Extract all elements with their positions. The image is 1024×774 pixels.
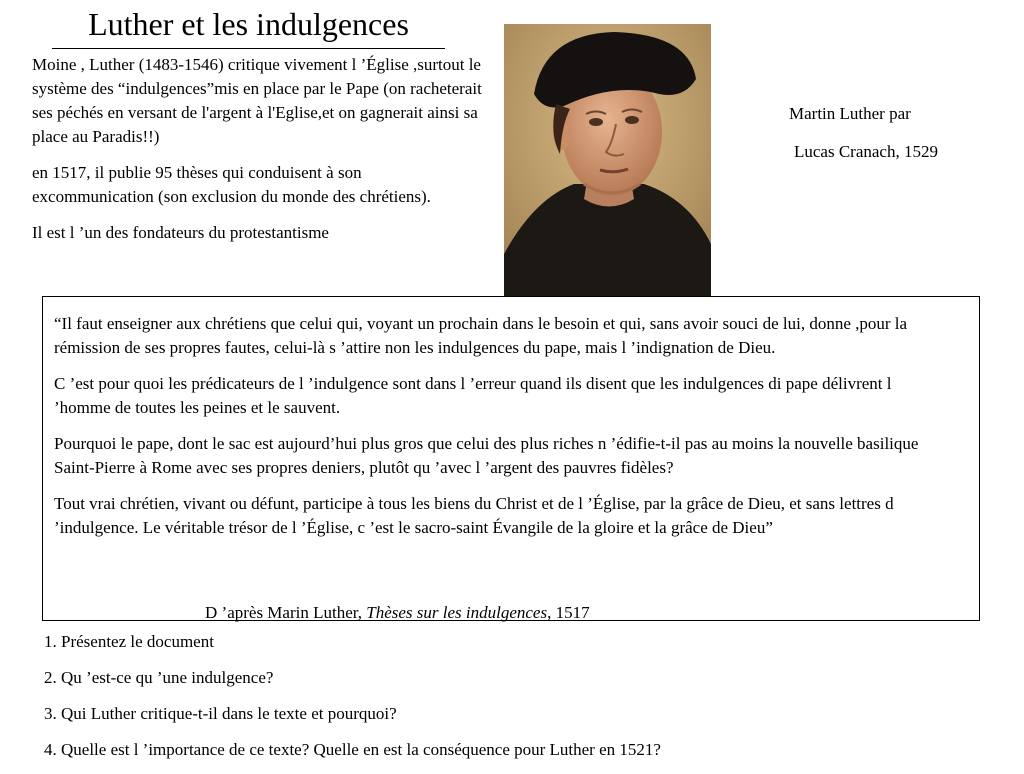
portrait-caption-line-2: Lucas Cranach, 1529 <box>794 142 938 161</box>
quote-box <box>42 296 980 621</box>
source-work-title: Thèses sur les indulgences <box>366 603 548 622</box>
questions-list <box>44 630 944 774</box>
quote-paragraph-2: C ’est pour quoi les prédicateurs de l ’indulgence sont dans l ’erreur quand ils disent que les indulgences di pape délivrent l ’homme de toutes les peines et le sauvent. <box>54 374 892 417</box>
portrait-caption-line-1: Martin Luther par <box>789 104 911 123</box>
question-item: 3. Qui Luther critique-t-il dans le texte et pourquoi? <box>44 704 397 723</box>
source-prefix: D ’après Marin Luther, <box>205 603 367 622</box>
source-suffix: , 1517 <box>547 603 590 622</box>
quote-paragraph-1: “Il faut enseigner aux chrétiens que celui qui, voyant un prochain dans le besoin et qui, sans avoir souci de lui, donne ,pour la rémission de ses propres fautes, celui-là s ’attire non les indulgences du pape, mais l ’indignation de Dieu. <box>54 314 908 357</box>
question-item: 2. Qu ’est-ce qu ’une indulgence? <box>44 668 274 687</box>
page-title: Luther et les indulgences <box>52 4 445 49</box>
intro-paragraph-1: Moine , Luther (1483-1546) critique vivement l ’Église ,surtout le système des “indulgences”mis en place par le Pape (on racheterait ses péchés en versant de l'argent à l'Eglise,et on gagnerait ainsi sa place au Paradis!!) <box>32 55 482 146</box>
quote-source <box>205 601 590 625</box>
luther-portrait-image <box>504 24 711 302</box>
question-item: 1. Présentez le document <box>44 632 214 651</box>
question-item: 4. Quelle est l ’importance de ce texte? Quelle en est la conséquence pour Luther en 1521? <box>44 740 661 759</box>
quote-paragraph-4: Tout vrai chrétien, vivant ou défunt, participe à tous les biens du Christ et de l ’Église, par la grâce de Dieu, et sans lettres d ’indulgence. Le véritable trésor de l ’Église, c ’est le sacro-saint Évangile de la gloire et la grâce de Dieu” <box>54 494 894 537</box>
intro-paragraph-3: Il est l ’un des fondateurs du protestantisme <box>32 223 329 242</box>
intro-text <box>32 53 482 257</box>
quote-paragraph-3: Pourquoi le pape, dont le sac est aujourd’hui plus gros que celui des plus riches n ’édifie-t-il pas au moins la nouvelle basilique Saint-Pierre à Rome avec ses propres deniers, plutôt qu ’avec l ’argent des pauvres fidèles? <box>54 434 919 477</box>
intro-paragraph-2: en 1517, il publie 95 thèses qui conduisent à son excommunication (son exclusion du monde des chrétiens). <box>32 163 431 206</box>
